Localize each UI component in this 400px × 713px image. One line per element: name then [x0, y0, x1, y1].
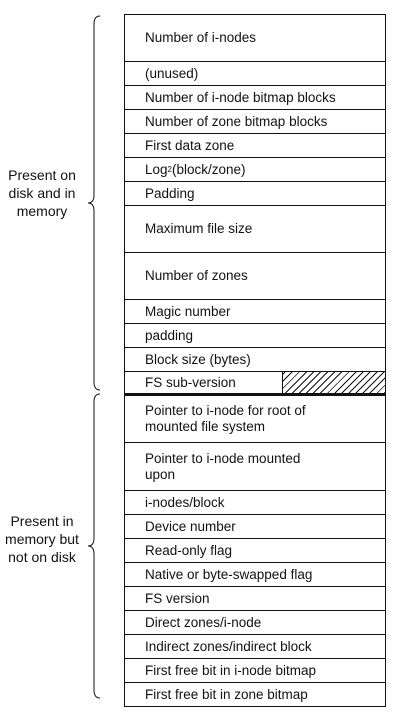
group-label-on-disk: Present on disk and in memory: [8, 167, 76, 219]
superblock-structure: [124, 14, 388, 700]
field-row: [124, 181, 386, 206]
field-row: [124, 658, 386, 683]
brace-on-disk-shape: [84, 14, 104, 392]
field-row: [124, 157, 386, 182]
field-row: [124, 395, 386, 443]
field-label-subscript: 2: [167, 164, 172, 174]
brace-in-memory: [84, 392, 104, 700]
field-row: [124, 14, 386, 62]
field-label: Pointer to i-node mounted upon: [145, 450, 301, 482]
field-label: Number of zone bitmap blocks: [145, 113, 328, 129]
field-row: [124, 109, 386, 134]
field-label: Pointer to i-node for root of mounted file system: [145, 403, 306, 434]
field-label: (unused): [145, 65, 199, 81]
field-label: Maximum file size: [145, 221, 253, 236]
field-row: [124, 538, 386, 563]
field-label: FS version: [145, 590, 210, 606]
field-label-suffix: (block/zone): [171, 161, 246, 177]
field-row: [124, 85, 386, 110]
field-label: Number of zones: [145, 268, 248, 283]
field-row: [124, 133, 386, 158]
group-label-in-memory: Present in memory but not on disk: [5, 513, 79, 565]
brace-in-memory-shape: [84, 392, 104, 700]
field-label: First free bit in i-node bitmap: [145, 662, 317, 678]
field-label: Padding: [145, 185, 195, 201]
field-label: Device number: [145, 518, 236, 534]
field-label: Native or byte-swapped flag: [145, 566, 313, 582]
field-row: [124, 634, 386, 659]
field-label: First data zone: [145, 137, 235, 153]
field-row: [124, 205, 386, 253]
field-row: [124, 61, 386, 86]
field-label: padding: [145, 327, 194, 343]
field-row: [124, 371, 386, 396]
field-row: [124, 514, 386, 539]
field-label: Read-only flag: [145, 542, 233, 558]
field-row: [124, 610, 386, 635]
field-label: Number of i-node bitmap blocks: [145, 89, 336, 105]
field-row: [124, 347, 386, 372]
field-row: [124, 562, 386, 587]
field-row: [124, 323, 386, 348]
field-label: Log: [145, 161, 168, 177]
field-label: Magic number: [145, 303, 231, 319]
field-row: [124, 299, 386, 324]
field-label: Block size (bytes): [145, 351, 251, 367]
brace-on-disk: [84, 14, 104, 392]
field-label: FS sub-version: [145, 374, 236, 390]
field-label: i-nodes/block: [145, 494, 225, 510]
field-label: Direct zones/i-node: [145, 614, 262, 630]
field-row: [124, 252, 386, 300]
field-row: [124, 682, 386, 707]
field-label: Number of i-nodes: [145, 30, 257, 45]
field-row: [124, 586, 386, 611]
field-row: [124, 442, 386, 491]
unused-hatch-area: [282, 372, 385, 393]
field-label: Indirect zones/indirect block: [145, 638, 312, 654]
field-label: First free bit in zone bitmap: [145, 686, 308, 702]
field-row: [124, 490, 386, 515]
